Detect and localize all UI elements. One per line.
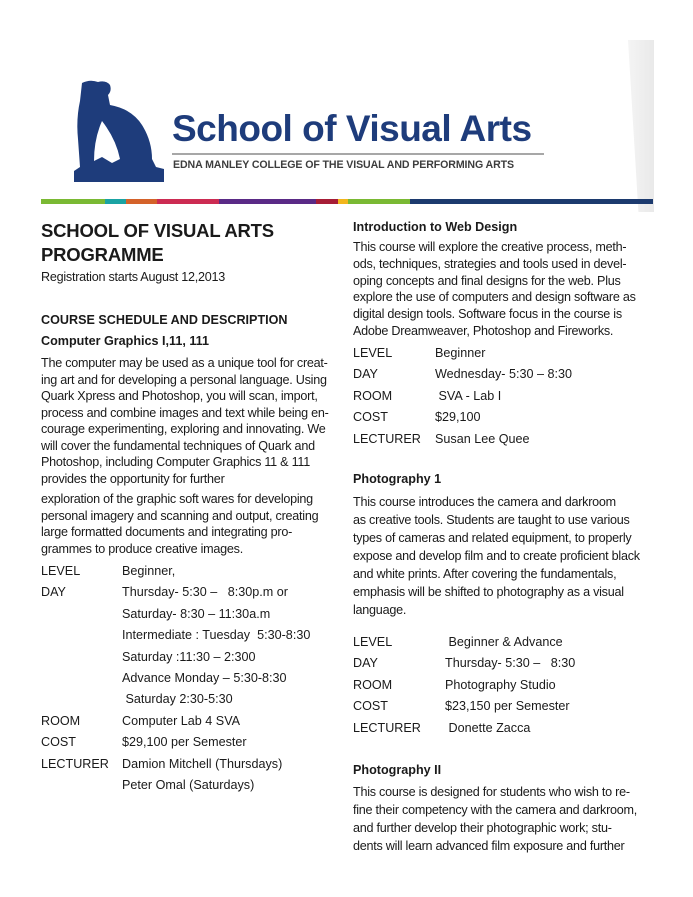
text-line: oping concepts and final designs for the web. Plus	[353, 273, 621, 288]
detail-label: ROOM	[353, 388, 393, 403]
text-line: and white prints. After covering the fundamentals,	[353, 567, 617, 581]
text-line: Adobe Dreamweaver, Photoshop and Fireworks.	[353, 323, 614, 338]
detail-value: $29,100	[435, 410, 481, 425]
color-bar-segment	[157, 199, 219, 204]
course-title: Photography 1	[353, 472, 442, 486]
color-bar-segment	[410, 199, 653, 204]
course-title: Computer Graphics I,11, 111	[41, 334, 209, 348]
detail-value: Saturday :11:30 – 2:300	[122, 649, 256, 664]
detail-label: LECTURER	[41, 756, 109, 771]
course-description	[353, 239, 636, 340]
detail-value: Intermediate : Tuesday 5:30-8:30	[122, 628, 311, 643]
detail-value: $23,150 per Semester	[445, 699, 570, 714]
text-line: Quark Xpress and Photoshop, you will scan, import,	[41, 389, 318, 403]
title-line: SCHOOL OF VISUAL ARTS	[41, 220, 274, 241]
detail-label: DAY	[353, 367, 378, 382]
detail-label: LEVEL	[353, 346, 393, 360]
logo-title: School of Visual Arts	[172, 108, 532, 149]
statue-logo-icon	[72, 79, 168, 185]
text-line: as creative tools. Students are taught to use various	[353, 513, 630, 527]
detail-value: Damion Mitchell (Thursdays)	[122, 756, 283, 771]
text-line: types of cameras and related equipment, to properly	[353, 531, 632, 545]
detail-row	[353, 698, 570, 714]
text-line: explore the use of computers and design software as	[353, 290, 636, 305]
detail-row	[353, 409, 481, 425]
text-line: provides the opportunity for further	[41, 471, 225, 486]
detail-value: Wednesday- 5:30 – 8:30	[435, 367, 572, 382]
color-bar-segment	[338, 199, 348, 204]
text-line: This course will explore the creative process, meth-	[353, 240, 627, 254]
text-line: dents will learn advanced film exposure and further	[353, 839, 625, 853]
detail-row	[41, 713, 241, 729]
text-line: digital design tools. Software focus in the course is	[353, 307, 622, 322]
detail-value: Beginner	[435, 346, 486, 360]
detail-label: COST	[41, 735, 76, 750]
detail-row	[41, 734, 247, 750]
text-line: personal imagery and scanning and output, creating	[41, 508, 319, 523]
text-line: expose and develop film and to create proficient black	[353, 549, 640, 563]
detail-label: COST	[353, 699, 388, 714]
text-line: fine their competency with the camera and darkroom,	[353, 803, 638, 817]
detail-label: ROOM	[353, 677, 393, 692]
detail-row	[41, 756, 283, 772]
text-line: process and combine images and text while being en-	[41, 405, 329, 420]
detail-label: DAY	[41, 585, 66, 600]
detail-value: Computer Lab 4 SVA	[122, 713, 241, 728]
logo-divider	[172, 153, 544, 155]
detail-row	[353, 366, 572, 382]
detail-value: Advance Monday – 5:30-8:30	[122, 671, 287, 685]
detail-row	[353, 634, 563, 650]
detail-value: Thursday- 5:30 – 8:30p.m or	[122, 585, 288, 600]
course-description-cont	[41, 491, 318, 557]
detail-label: DAY	[353, 656, 378, 671]
color-bar-segment	[105, 199, 126, 204]
text-line: courage experimenting, exploring and innovating. We	[41, 422, 326, 436]
detail-value: Donette Zacca	[445, 720, 531, 735]
text-line: large formatted documents and integrating pro-	[41, 525, 293, 539]
course-title: Introduction to Web Design	[353, 220, 518, 234]
detail-value: Saturday- 8:30 – 11:30a.m	[122, 606, 271, 621]
detail-label: LECTURER	[353, 431, 421, 446]
text-line: language.	[353, 603, 407, 617]
color-bar-segment	[316, 199, 338, 204]
text-line: ods, techniques, strategies and tools used in devel-	[353, 256, 627, 271]
detail-row	[353, 345, 486, 361]
detail-row	[353, 431, 530, 447]
course-description	[353, 493, 640, 619]
detail-row	[353, 677, 556, 693]
detail-row	[353, 388, 502, 404]
detail-row	[41, 563, 176, 579]
detail-value: SVA - Lab I	[435, 388, 502, 403]
detail-label: ROOM	[41, 713, 81, 728]
page-title	[41, 219, 274, 267]
course-description	[353, 783, 637, 855]
text-line: Photoshop, including Computer Graphics 11 & 111	[41, 455, 310, 469]
detail-value: Beginner & Advance	[445, 635, 563, 649]
text-line: exploration of the graphic soft wares for developing	[41, 492, 313, 506]
course-title: Photography II	[353, 763, 442, 777]
detail-label: LEVEL	[353, 635, 393, 649]
decorative-gray-shape	[628, 40, 654, 212]
course-description	[41, 355, 329, 487]
detail-row	[353, 720, 531, 736]
detail-row	[41, 584, 288, 600]
registration-note: Registration starts August 12,2013	[41, 270, 226, 284]
detail-value: Susan Lee Quee	[435, 431, 530, 446]
detail-value: Photography Studio	[445, 677, 556, 692]
detail-row	[353, 655, 576, 671]
schedule-heading: COURSE SCHEDULE AND DESCRIPTION	[41, 313, 288, 327]
detail-value: Beginner,	[122, 564, 176, 578]
detail-label: LEVEL	[41, 564, 81, 578]
text-line: will cover the fundamental techniques of Quark and	[41, 438, 315, 453]
color-bar-segment	[41, 199, 105, 204]
color-bar	[41, 199, 653, 204]
detail-value: $29,100 per Semester	[122, 735, 247, 750]
text-line: grammes to produce creative images.	[41, 541, 243, 556]
title-line: PROGRAMME	[41, 244, 164, 265]
color-bar-segment	[348, 199, 410, 204]
text-line: The computer may be used as a unique tool for creat-	[41, 356, 328, 370]
detail-label: LECTURER	[353, 720, 421, 735]
text-line: ing art and for developing a personal language. Using	[41, 372, 327, 387]
detail-value: Thursday- 5:30 – 8:30	[445, 656, 576, 671]
text-line: and further develop their photographic work; stu-	[353, 821, 612, 835]
color-bar-segment	[219, 199, 316, 204]
text-line: This course introduces the camera and darkroom	[353, 495, 616, 509]
color-bar-segment	[126, 199, 157, 204]
text-line: emphasis will be shifted to photography as a visual	[353, 585, 624, 599]
text-line: This course is designed for students who wish to re-	[353, 785, 630, 799]
detail-value: Saturday 2:30-5:30	[122, 692, 233, 707]
detail-value: Peter Omal (Saturdays)	[122, 778, 255, 792]
logo-subtitle: EDNA MANLEY COLLEGE OF THE VISUAL AND PERFORMING ARTS	[173, 159, 514, 171]
detail-label: COST	[353, 410, 388, 425]
